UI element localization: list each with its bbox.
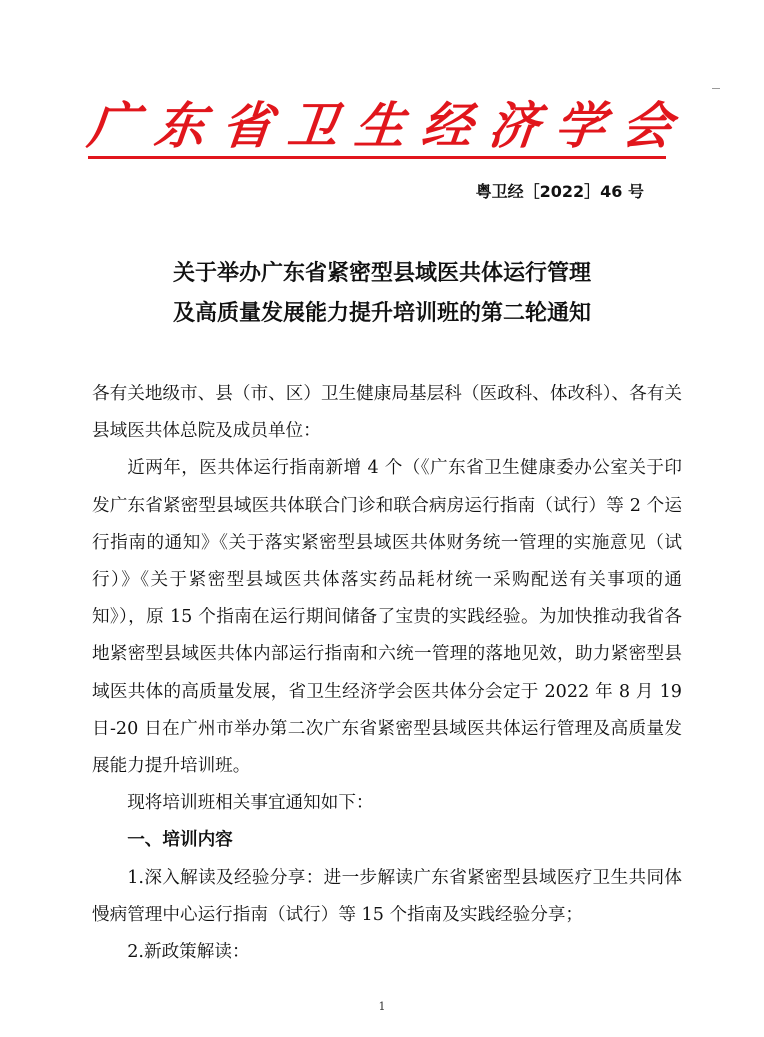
title-line-1: 关于举办广东省紧密型县域医共体运行管理 (172, 261, 591, 286)
letterhead-char: 生 (351, 96, 409, 155)
letterhead-char: 广 (84, 96, 142, 155)
letterhead (84, 96, 676, 156)
letterhead-char: 学 (552, 96, 609, 155)
letterhead-char: 省 (218, 96, 275, 155)
letterhead-char: 卫 (285, 96, 342, 155)
body-paragraph: 现将培训班相关事宜通知如下： (127, 793, 374, 814)
document-title (0, 254, 764, 334)
corner-mark (712, 88, 720, 89)
letterhead-red-rule (88, 156, 666, 159)
document-body (92, 376, 682, 971)
title-line-2: 及高质量发展能力提升培训班的第二轮通知 (172, 301, 591, 326)
document-number: 粤卫经［2022］46 号 (475, 182, 644, 201)
letterhead-char: 东 (151, 96, 208, 155)
letterhead-char: 经 (418, 96, 475, 155)
list-item: 1.深入解读及经验分享：进一步解读广东省紧密型县域医疗卫生共同体慢病管理中心运行指南（试行）等 15 个指南及实践经验分享； (92, 867, 682, 925)
list-item: 2.新政策解读： (127, 942, 250, 963)
letterhead-char: 会 (618, 96, 676, 155)
letterhead-char: 济 (485, 96, 542, 155)
section-heading: 一、培训内容 (127, 830, 233, 851)
page-number: 1 (378, 1000, 386, 1013)
body-paragraph: 近两年，医共体运行指南新增 4 个（《广东省卫生健康委办公室关于印发广东省紧密型县域医共体联合门诊和联合病房运行指南（试行）等 2 个运行指南的通知》《关于落实紧密型县域医共体财务统一管理的实施意见（试行）》《关于紧密型县域医共体落实药品耗材统一采购配送有关事项的通知》），原 15 个指南在运行期间储备了宝贵的实践经验。为加快推动我省各地紧密型县域医共体内部运行指南和六统一管理的落地见效，助力紧密型县域医共体的高质量发展，省卫生经济学会医共体分会定于 2022 年 8 月 19 日-20 日在广州市举办第二次广东省紧密型县域医共体运行管理及高质量发展能力提升培训班。 (92, 458, 682, 777)
salutation: 各有关地级市、县（市、区）卫生健康局基层科（医政科、体改科）、各有关县域医共体总院及成员单位： (92, 384, 682, 442)
